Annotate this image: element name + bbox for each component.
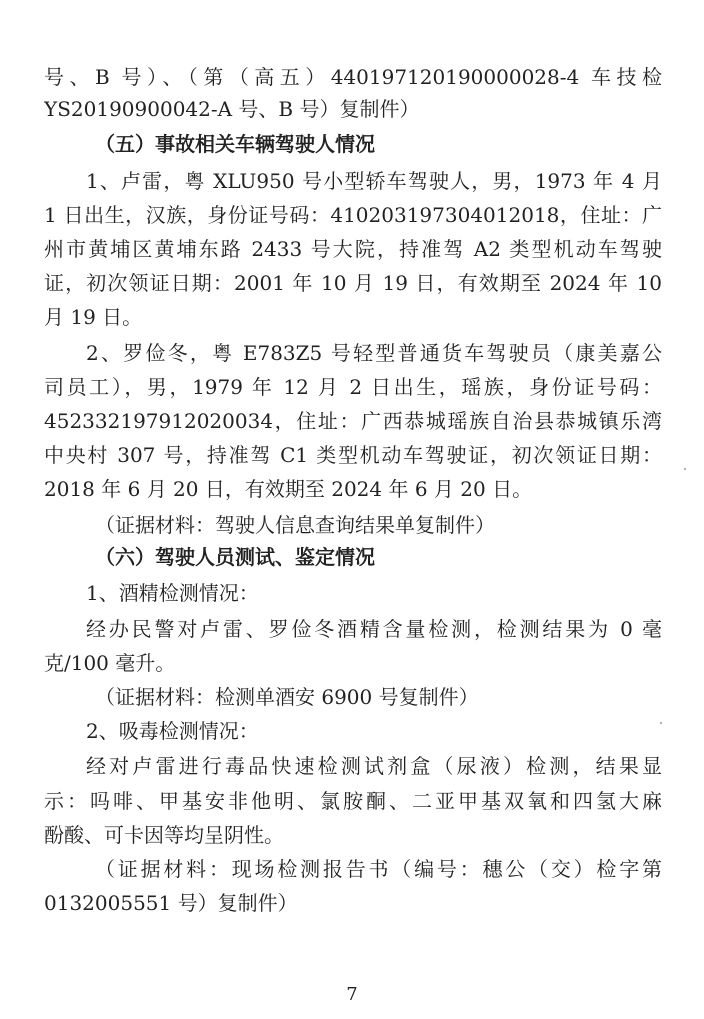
text-line-8: 月 19 日。: [44, 305, 143, 329]
evidence-note-2: （证据材料：检测单酒安 6900 号复制件）: [95, 685, 479, 709]
text-line-6: 州市黄埔区黄埔东路 2433 号大院，持准驾 A2 类型机动车驾驶: [44, 237, 662, 261]
text-line-18: 克/100 毫升。: [44, 651, 176, 675]
text-line-13: 2018 年 6 月 20 日，有效期至 2024 年 6 月 20 日。: [44, 477, 533, 501]
section-heading-5: （五）事故相关车辆驾驶人情况: [95, 132, 375, 156]
text-line-2: YS20190900042-A 号、B 号）复制件）: [44, 97, 420, 121]
text-line-17: 经办民警对卢雷、罗俭冬酒精含量检测，检测结果为 0 毫: [86, 617, 662, 641]
subheading-alcohol-test: 1、酒精检测情况：: [86, 581, 259, 605]
text-line-5: 1 日出生，汉族，身份证号码：410203197304012018，住址：广: [44, 203, 662, 227]
text-line-22: 示：吗啡、甲基安非他明、氯胺酮、二亚甲基双氧和四氢大麻: [44, 789, 662, 813]
text-line-4: 1、卢雷，粤 XLU950 号小型轿车驾驶人，男，1973 年 4 月: [86, 169, 662, 193]
evidence-note-3: （证据材料：现场检测报告书（编号：穗公（交）检字第: [95, 857, 662, 881]
text-line-12: 中央村 307 号，持准驾 C1 类型机动车驾驶证，初次领证日期：: [44, 443, 662, 467]
scan-speck: [660, 722, 662, 724]
text-line-25: 0132005551 号）复制件）: [44, 891, 298, 915]
text-line-10: 司员工），男，1979 年 12 月 2 日出生，瑶族，身份证号码：: [44, 375, 662, 399]
section-heading-6: （六）驾驶人员测试、鉴定情况: [95, 545, 375, 569]
evidence-note-1: （证据材料：驾驶人信息查询结果单复制件）: [95, 513, 495, 537]
text-line-11: 452332197912020034，住址：广西恭城瑶族自治县恭城镇乐湾: [44, 409, 662, 433]
text-line-23: 酚酸、可卡因等均呈阴性。: [44, 823, 284, 847]
page-number: 7: [346, 984, 358, 1005]
text-line-21: 经对卢雷进行毒品快速检测试剂盒（尿液）检测，结果显: [86, 754, 662, 778]
text-line-1: 号、B 号）、（第（高五）440197120190000028-4 车技检: [44, 65, 662, 89]
text-line-9: 2、罗俭冬，粤 E783Z5 号轻型普通货车驾驶员（康美嘉公: [86, 341, 662, 365]
scan-speck: [684, 468, 686, 470]
subheading-drug-test: 2、吸毒检测情况：: [86, 719, 259, 743]
text-line-7: 证，初次领证日期：2001 年 10 月 19 日，有效期至 2024 年 10: [44, 271, 662, 295]
